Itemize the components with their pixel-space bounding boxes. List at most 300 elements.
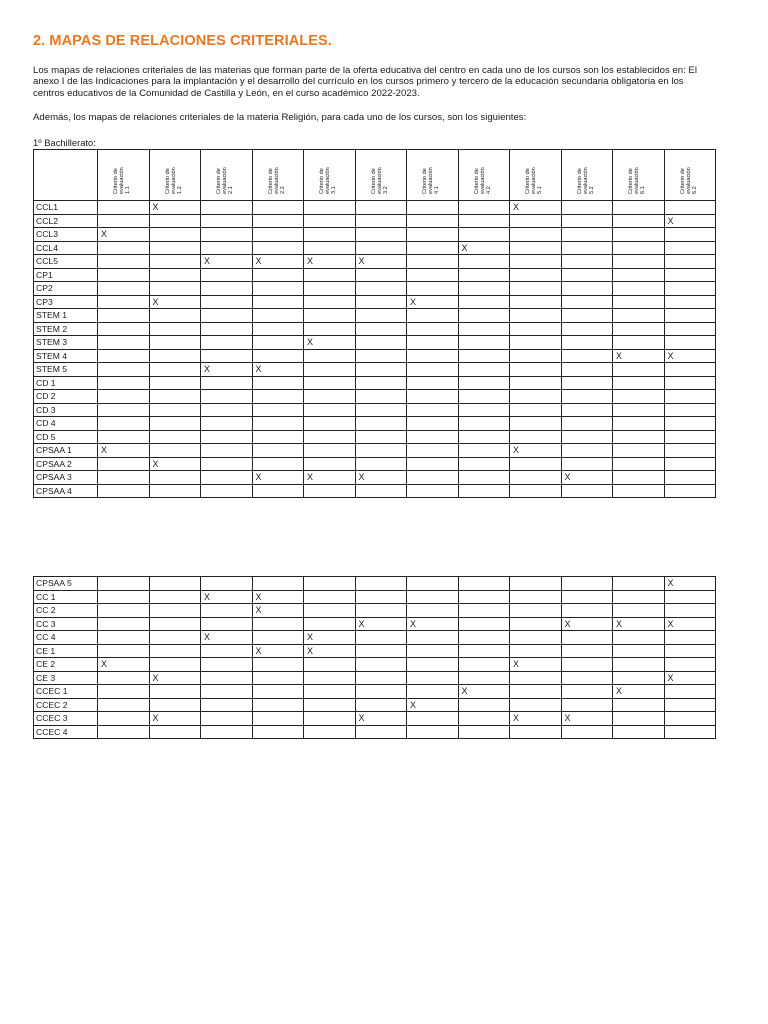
empty-cell — [149, 658, 201, 672]
table-row — [34, 403, 716, 417]
empty-cell — [664, 241, 716, 255]
empty-cell — [355, 363, 407, 377]
empty-cell — [252, 282, 304, 296]
table-row — [34, 444, 716, 458]
competence-label: STEM 3 — [34, 336, 98, 350]
mark-cell: X — [252, 590, 304, 604]
empty-cell — [407, 255, 459, 269]
empty-cell — [149, 698, 201, 712]
table-row — [34, 363, 716, 377]
empty-cell — [458, 309, 510, 323]
competence-label: CE 3 — [34, 671, 98, 685]
empty-cell — [252, 671, 304, 685]
empty-cell — [355, 228, 407, 242]
empty-cell — [98, 604, 150, 618]
empty-cell — [149, 577, 201, 591]
empty-cell — [664, 590, 716, 604]
empty-cell — [613, 417, 665, 431]
empty-cell — [613, 376, 665, 390]
empty-cell — [304, 376, 356, 390]
empty-cell — [201, 349, 253, 363]
empty-cell — [304, 282, 356, 296]
table-row — [34, 336, 716, 350]
empty-cell — [304, 268, 356, 282]
empty-cell — [510, 725, 562, 739]
empty-cell — [355, 417, 407, 431]
empty-cell — [149, 430, 201, 444]
empty-cell — [664, 282, 716, 296]
empty-cell — [252, 698, 304, 712]
competence-label: CP2 — [34, 282, 98, 296]
competence-label: CCEC 1 — [34, 685, 98, 699]
competence-label: CC 4 — [34, 631, 98, 645]
empty-cell — [98, 214, 150, 228]
empty-cell — [407, 214, 459, 228]
empty-cell — [252, 309, 304, 323]
table-row — [34, 631, 716, 645]
criterion-header-text: Criterio de — [113, 168, 120, 194]
empty-cell — [561, 417, 613, 431]
empty-cell — [201, 336, 253, 350]
criterion-header-text: Criterio de — [576, 168, 583, 194]
empty-cell — [613, 255, 665, 269]
empty-cell — [149, 282, 201, 296]
empty-cell — [252, 457, 304, 471]
mark-cell: X — [613, 685, 665, 699]
empty-cell — [201, 712, 253, 726]
empty-cell — [613, 214, 665, 228]
empty-cell — [407, 471, 459, 485]
empty-cell — [407, 725, 459, 739]
table-row — [34, 376, 716, 390]
table-row — [34, 604, 716, 618]
empty-cell — [149, 336, 201, 350]
table-row — [34, 268, 716, 282]
empty-cell — [561, 241, 613, 255]
criterion-header-text: evaluación — [685, 167, 692, 194]
empty-cell — [252, 241, 304, 255]
empty-cell — [201, 671, 253, 685]
table-row — [34, 201, 716, 215]
mark-cell: X — [149, 712, 201, 726]
empty-cell — [510, 268, 562, 282]
competence-label: STEM 5 — [34, 363, 98, 377]
empty-cell — [355, 282, 407, 296]
empty-cell — [98, 282, 150, 296]
empty-cell — [510, 631, 562, 645]
empty-cell — [355, 349, 407, 363]
mark-cell: X — [252, 644, 304, 658]
empty-cell — [458, 430, 510, 444]
empty-cell — [664, 255, 716, 269]
empty-cell — [407, 604, 459, 618]
mark-cell: X — [561, 712, 613, 726]
competence-label: CPSAA 3 — [34, 471, 98, 485]
empty-cell — [510, 241, 562, 255]
empty-cell — [561, 444, 613, 458]
empty-cell — [98, 403, 150, 417]
mark-cell: X — [98, 658, 150, 672]
empty-cell — [304, 590, 356, 604]
mark-cell: X — [510, 658, 562, 672]
empty-cell — [561, 430, 613, 444]
criterion-header-6.2 — [664, 150, 716, 201]
empty-cell — [510, 403, 562, 417]
empty-cell — [355, 403, 407, 417]
empty-cell — [355, 631, 407, 645]
empty-cell — [510, 363, 562, 377]
competence-label: CC 2 — [34, 604, 98, 618]
empty-cell — [304, 698, 356, 712]
empty-cell — [252, 712, 304, 726]
criterion-header-text: Criterio de — [370, 168, 377, 194]
mark-cell: X — [561, 617, 613, 631]
empty-cell — [149, 241, 201, 255]
empty-cell — [252, 349, 304, 363]
empty-cell — [98, 685, 150, 699]
criterion-header-text: 4.2 — [485, 186, 492, 194]
empty-cell — [407, 282, 459, 296]
mark-cell: X — [355, 617, 407, 631]
empty-cell — [201, 484, 253, 498]
empty-cell — [149, 268, 201, 282]
criterion-header-text: evaluación — [531, 167, 538, 194]
empty-cell — [561, 644, 613, 658]
empty-cell — [561, 349, 613, 363]
empty-cell — [458, 214, 510, 228]
mark-cell: X — [664, 214, 716, 228]
empty-cell — [561, 604, 613, 618]
empty-cell — [355, 658, 407, 672]
empty-cell — [510, 322, 562, 336]
mark-cell: X — [664, 577, 716, 591]
competence-label: CCL5 — [34, 255, 98, 269]
criterion-header-text: Criterio de — [267, 168, 274, 194]
criterion-header-text: 5.2 — [588, 186, 595, 194]
empty-cell — [613, 484, 665, 498]
competence-label: CCL2 — [34, 214, 98, 228]
mark-cell: X — [201, 590, 253, 604]
empty-cell — [407, 484, 459, 498]
empty-cell — [613, 577, 665, 591]
empty-cell — [252, 322, 304, 336]
empty-cell — [355, 685, 407, 699]
empty-cell — [98, 349, 150, 363]
empty-cell — [149, 255, 201, 269]
empty-cell — [613, 241, 665, 255]
empty-cell — [458, 282, 510, 296]
empty-cell — [664, 444, 716, 458]
empty-cell — [561, 590, 613, 604]
competence-label: CE 2 — [34, 658, 98, 672]
empty-cell — [98, 484, 150, 498]
table-row — [34, 430, 716, 444]
criterion-header-text: Criterio de — [422, 168, 429, 194]
criterion-header-text: 4.1 — [434, 186, 441, 194]
empty-cell — [458, 201, 510, 215]
criterion-header-text: 6.2 — [691, 186, 698, 194]
empty-cell — [98, 671, 150, 685]
empty-cell — [458, 671, 510, 685]
empty-cell — [98, 698, 150, 712]
empty-cell — [355, 430, 407, 444]
empty-cell — [510, 255, 562, 269]
empty-cell — [98, 417, 150, 431]
table-row — [34, 390, 716, 404]
empty-cell — [304, 685, 356, 699]
empty-cell — [201, 201, 253, 215]
table-row — [34, 725, 716, 739]
table-row — [34, 322, 716, 336]
mark-cell: X — [149, 457, 201, 471]
empty-cell — [407, 685, 459, 699]
empty-cell — [664, 457, 716, 471]
empty-cell — [98, 457, 150, 471]
empty-cell — [98, 644, 150, 658]
criterion-header-3.2 — [355, 150, 407, 201]
empty-cell — [664, 644, 716, 658]
empty-cell — [252, 631, 304, 645]
empty-cell — [458, 604, 510, 618]
empty-cell — [252, 577, 304, 591]
empty-cell — [510, 644, 562, 658]
empty-cell — [510, 457, 562, 471]
empty-cell — [355, 241, 407, 255]
criteria-map-table-2 — [33, 576, 716, 739]
empty-cell — [355, 309, 407, 323]
criterion-header-text: Criterio de — [679, 168, 686, 194]
competence-label: CP1 — [34, 268, 98, 282]
empty-cell — [201, 658, 253, 672]
empty-cell — [407, 403, 459, 417]
empty-cell — [98, 295, 150, 309]
empty-cell — [149, 309, 201, 323]
empty-cell — [98, 309, 150, 323]
empty-cell — [613, 471, 665, 485]
criterion-header-5.2 — [561, 150, 613, 201]
empty-cell — [458, 403, 510, 417]
mark-cell: X — [407, 295, 459, 309]
empty-cell — [613, 336, 665, 350]
empty-cell — [407, 363, 459, 377]
empty-cell — [304, 403, 356, 417]
empty-cell — [458, 471, 510, 485]
empty-cell — [561, 201, 613, 215]
empty-cell — [252, 295, 304, 309]
empty-cell — [98, 577, 150, 591]
empty-cell — [458, 363, 510, 377]
criteria-map-table-1 — [33, 149, 716, 498]
empty-cell — [561, 390, 613, 404]
empty-cell — [664, 484, 716, 498]
empty-cell — [149, 322, 201, 336]
empty-cell — [613, 228, 665, 242]
criterion-header-text: 2.1 — [228, 186, 235, 194]
table-row — [34, 712, 716, 726]
mark-cell: X — [252, 255, 304, 269]
empty-cell — [664, 228, 716, 242]
empty-cell — [510, 228, 562, 242]
mark-cell: X — [304, 336, 356, 350]
empty-cell — [98, 201, 150, 215]
competence-label: CCEC 4 — [34, 725, 98, 739]
empty-cell — [664, 336, 716, 350]
criterion-header-text: evaluación — [582, 167, 589, 194]
empty-cell — [407, 390, 459, 404]
criterion-header-text: 1.2 — [176, 186, 183, 194]
empty-cell — [98, 390, 150, 404]
empty-cell — [664, 698, 716, 712]
empty-cell — [252, 214, 304, 228]
empty-cell — [149, 403, 201, 417]
empty-cell — [149, 590, 201, 604]
empty-cell — [304, 604, 356, 618]
empty-cell — [252, 390, 304, 404]
empty-cell — [613, 309, 665, 323]
empty-cell — [664, 604, 716, 618]
empty-cell — [561, 295, 613, 309]
empty-cell — [201, 417, 253, 431]
empty-cell — [510, 295, 562, 309]
empty-cell — [304, 390, 356, 404]
empty-cell — [252, 201, 304, 215]
table-row — [34, 671, 716, 685]
empty-cell — [407, 644, 459, 658]
empty-cell — [510, 430, 562, 444]
empty-cell — [407, 349, 459, 363]
empty-cell — [510, 214, 562, 228]
empty-cell — [458, 658, 510, 672]
empty-cell — [407, 268, 459, 282]
course-label: 1º Bachillerato: — [33, 137, 96, 148]
criterion-header-text: evaluación — [119, 167, 126, 194]
empty-cell — [407, 241, 459, 255]
empty-cell — [664, 631, 716, 645]
table-row — [34, 309, 716, 323]
empty-cell — [458, 725, 510, 739]
empty-cell — [664, 417, 716, 431]
empty-cell — [458, 295, 510, 309]
criterion-header-text: 1.1 — [125, 186, 132, 194]
table-row — [34, 457, 716, 471]
empty-cell — [355, 698, 407, 712]
empty-cell — [304, 417, 356, 431]
empty-cell — [561, 228, 613, 242]
empty-cell — [458, 577, 510, 591]
mark-cell: X — [304, 631, 356, 645]
empty-cell — [458, 457, 510, 471]
empty-cell — [304, 309, 356, 323]
table-row — [34, 685, 716, 699]
empty-cell — [149, 417, 201, 431]
mark-cell: X — [98, 228, 150, 242]
empty-cell — [201, 241, 253, 255]
empty-cell — [561, 725, 613, 739]
empty-cell — [355, 484, 407, 498]
empty-cell — [613, 590, 665, 604]
empty-cell — [561, 631, 613, 645]
mark-cell: X — [252, 363, 304, 377]
criterion-header-text: evaluación — [479, 167, 486, 194]
table-row — [34, 241, 716, 255]
mark-cell: X — [561, 471, 613, 485]
empty-cell — [149, 376, 201, 390]
empty-cell — [613, 403, 665, 417]
empty-cell — [613, 430, 665, 444]
empty-cell — [561, 698, 613, 712]
empty-cell — [664, 363, 716, 377]
empty-cell — [561, 671, 613, 685]
empty-cell — [613, 268, 665, 282]
empty-cell — [407, 201, 459, 215]
empty-cell — [613, 604, 665, 618]
empty-cell — [510, 671, 562, 685]
empty-cell — [304, 457, 356, 471]
empty-cell — [407, 671, 459, 685]
empty-cell — [510, 698, 562, 712]
mark-cell: X — [510, 444, 562, 458]
criterion-header-text: Criterio de — [216, 168, 223, 194]
empty-cell — [201, 390, 253, 404]
empty-cell — [458, 322, 510, 336]
competence-label: CCL3 — [34, 228, 98, 242]
empty-cell — [458, 349, 510, 363]
criterion-header-2.2 — [252, 150, 304, 201]
empty-cell — [664, 390, 716, 404]
empty-cell — [561, 268, 613, 282]
empty-cell — [149, 363, 201, 377]
empty-cell — [510, 336, 562, 350]
empty-cell — [98, 725, 150, 739]
empty-cell — [613, 725, 665, 739]
empty-cell — [304, 712, 356, 726]
empty-cell — [149, 644, 201, 658]
empty-cell — [510, 617, 562, 631]
empty-cell — [613, 444, 665, 458]
empty-cell — [201, 725, 253, 739]
criterion-header-5.1 — [510, 150, 562, 201]
empty-cell — [304, 617, 356, 631]
criterion-header-text: evaluación — [170, 167, 177, 194]
empty-cell — [561, 255, 613, 269]
mark-cell: X — [664, 349, 716, 363]
empty-cell — [304, 349, 356, 363]
empty-cell — [355, 390, 407, 404]
empty-cell — [201, 604, 253, 618]
table-row — [34, 577, 716, 591]
criterion-header-4.2 — [458, 150, 510, 201]
mark-cell: X — [407, 698, 459, 712]
empty-cell — [561, 363, 613, 377]
empty-cell — [510, 390, 562, 404]
mark-cell: X — [98, 444, 150, 458]
empty-cell — [561, 282, 613, 296]
criterion-header-text: Criterio de — [473, 168, 480, 194]
competence-label: CD 4 — [34, 417, 98, 431]
empty-cell — [252, 685, 304, 699]
empty-cell — [98, 268, 150, 282]
empty-cell — [304, 671, 356, 685]
empty-cell — [355, 268, 407, 282]
criterion-header-6.1 — [613, 150, 665, 201]
table-row — [34, 698, 716, 712]
empty-cell — [407, 322, 459, 336]
empty-cell — [98, 322, 150, 336]
empty-cell — [252, 417, 304, 431]
empty-cell — [355, 604, 407, 618]
empty-cell — [613, 698, 665, 712]
mark-cell: X — [149, 295, 201, 309]
